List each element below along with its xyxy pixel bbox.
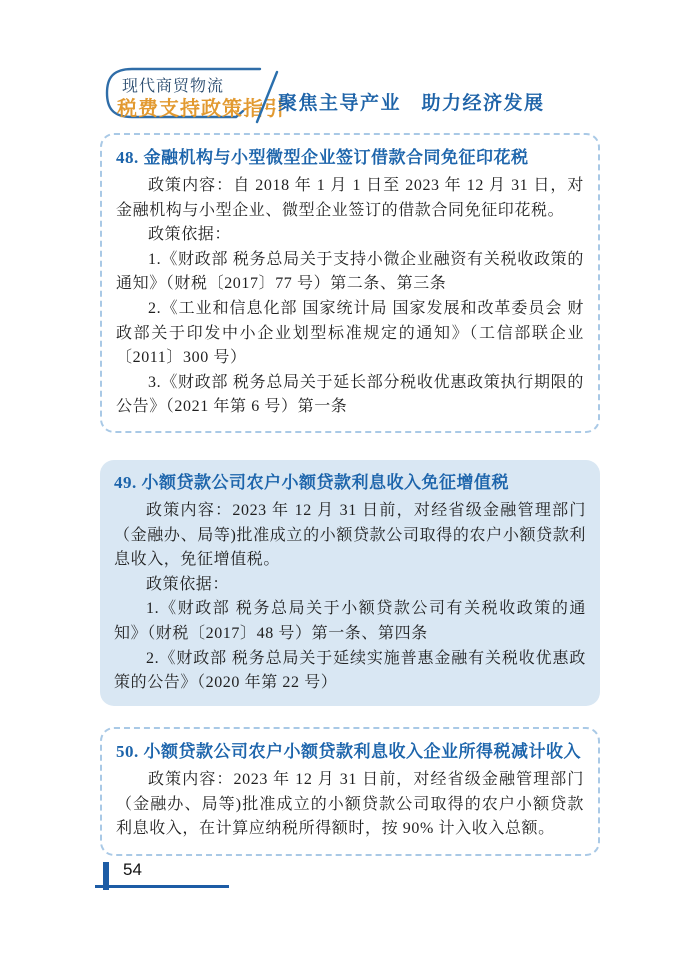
policy-paragraph: 政策内容：2023 年 12 月 31 日前，对经省级金融管理部门（金融办、局等)批准成立的小额贷款公司取得的农户小额贷款利息收入，在计算应纳税所得额时，按 90% 计入收入总额。: [116, 771, 584, 838]
policy-card-title: 48. 金融机构与小型微型企业签订借款合同免征印花税: [116, 148, 529, 167]
page-number: 54: [123, 860, 142, 879]
brand-logo: [100, 64, 285, 124]
policy-paragraph: 1.《财政部 税务总局关于支持小微企业融资有关税收政策的通知》（财税〔2017〕77 号）第二条、第三条: [116, 250, 584, 293]
slash-divider-icon: [254, 70, 280, 124]
policy-paragraph: 2.《工业和信息化部 国家统计局 国家发展和改革委员会 财政部关于印发中小企业划型标准规定的通知》（工信部联企业〔2011〕300 号）: [116, 299, 584, 367]
brand-title-line2: 税费支持政策指引: [117, 98, 285, 120]
policy-paragraph: 政策内容：2023 年 12 月 31 日前，对经省级金融管理部门（金融办、局等)批准成立的小额贷款公司取得的农户小额贷款利息收入，免征增值税。: [114, 502, 586, 569]
footer-rule: [95, 885, 229, 888]
policy-paragraph: 3.《财政部 税务总局关于延长部分税收优惠政策执行期限的公告》（2021 年第 6 号）第一条: [116, 373, 584, 416]
policy-paragraph: 政策内容：自 2018 年 1 月 1 日至 2023 年 12 月 31 日，对金融机构与小型企业、微型企业签订的借款合同免征印花税。: [116, 177, 584, 219]
policy-card-50: [100, 727, 600, 856]
policy-paragraph: 2.《财政部 税务总局关于延续实施普惠金融有关税收优惠政策的公告》（2020 年第 22 号）: [114, 649, 586, 692]
policy-card-48: [100, 133, 600, 433]
header-tagline: 聚焦主导产业 助力经济发展: [278, 93, 545, 114]
policy-paragraph: 政策依据：: [146, 575, 230, 593]
policy-paragraph: 1.《财政部 税务总局关于小额贷款公司有关税收政策的通知》（财税〔2017〕48 号）第一条、第四条: [114, 600, 586, 642]
brand-title-line1: 现代商贸物流: [122, 78, 225, 95]
policy-card-49: [100, 460, 600, 706]
policy-card-title: 50. 小额贷款公司农户小额贷款利息收入企业所得税减计收入: [116, 742, 581, 761]
policy-paragraph: 政策依据：: [148, 226, 232, 244]
policy-card-title: 49. 小额贷款公司农户小额贷款利息收入免征增值税: [114, 473, 509, 492]
